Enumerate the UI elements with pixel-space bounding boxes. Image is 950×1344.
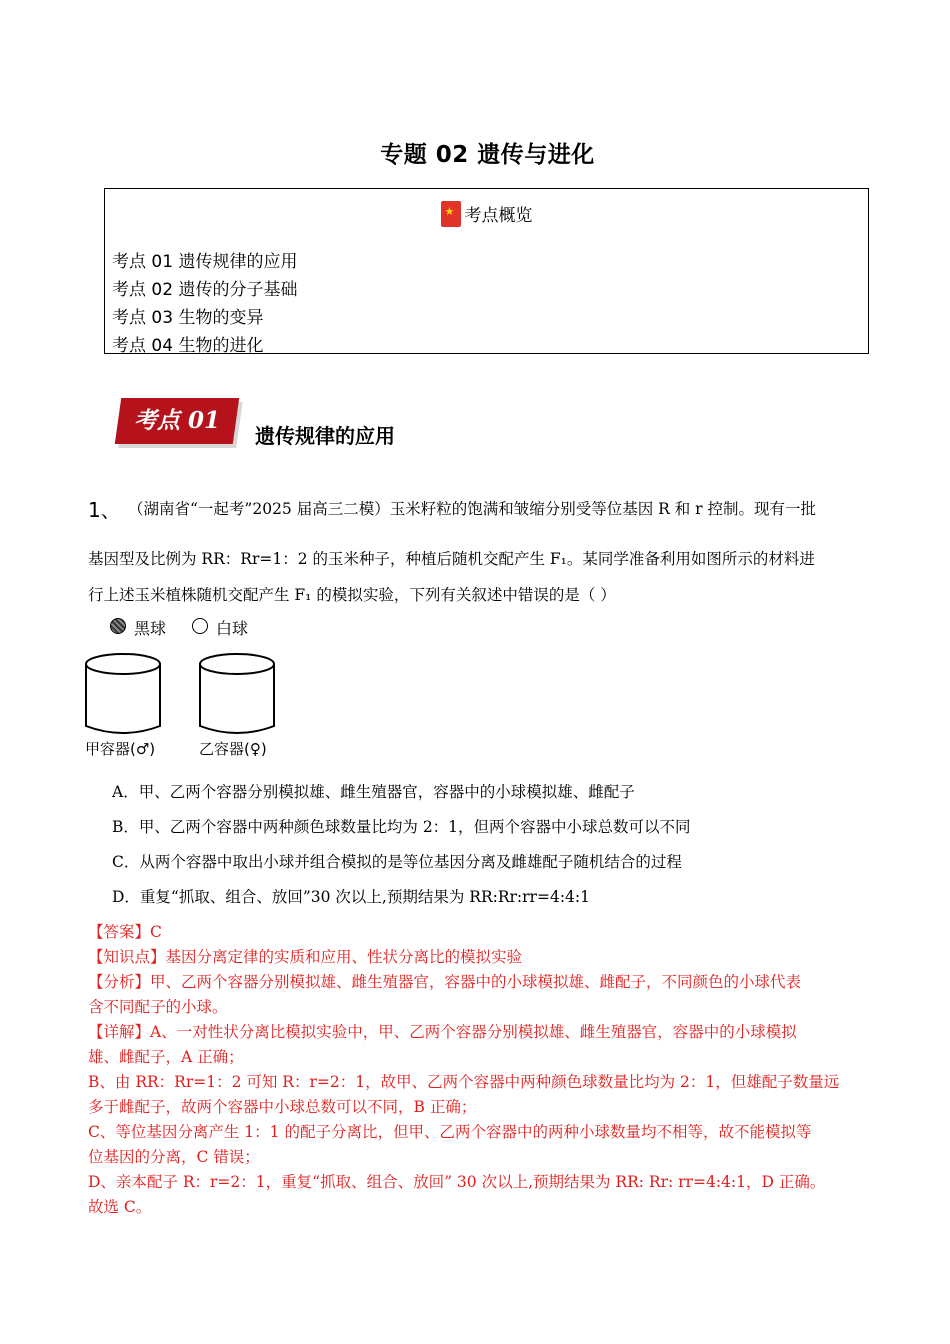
overview-item: 考点 02 遗传的分子基础 xyxy=(112,280,298,300)
question-number: 1、 xyxy=(88,498,121,522)
analysis-line: 【分析】甲、乙两个容器分别模拟雄、雌生殖器官，容器中的小球模拟雄、雌配子，不同颜色的小球代表 xyxy=(88,973,802,991)
page-title: 专题 02 遗传与进化 xyxy=(380,142,595,168)
explanation-line: 位基因的分离，C 错误； xyxy=(88,1148,260,1166)
overview-heading-label: 考点概览 xyxy=(464,206,533,226)
section-title: 遗传规律的应用 xyxy=(255,424,395,448)
explanation-line: C、等位基因分离产生 1：1 的配子分离比，但甲、乙两个容器中的两种小球数量均不相等，故不能模拟等 xyxy=(88,1123,812,1141)
conclusion-line: 故选 C。 xyxy=(88,1198,152,1216)
answer-line: 【答案】C xyxy=(88,923,162,941)
figure-legend xyxy=(108,616,308,636)
container-a-label: 甲容器(♂) xyxy=(85,740,156,758)
container-a-icon xyxy=(86,654,160,733)
container-b-label: 乙容器(♀) xyxy=(199,740,267,758)
option-d: D．重复“抓取、组合、放回”30 次以上,预期结果为 RR:Rr:rr=4:4:1 xyxy=(112,888,590,906)
knowledge-line: 【知识点】基因分离定律的实质和应用、性状分离比的模拟实验 xyxy=(88,948,523,966)
explanation-line: D、亲本配子 R：r=2：1，重复“抓取、组合、放回” 30 次以上,预期结果为 RR: Rr: rr=4:4:1，D 正确。 xyxy=(88,1173,826,1191)
overview-item: 考点 03 生物的变异 xyxy=(112,308,264,328)
option-b: B．甲、乙两个容器中两种颜色球数量比均为 2：1，但两个容器中小球总数可以不同 xyxy=(112,818,691,836)
container-b-icon xyxy=(200,654,274,733)
overview-box xyxy=(104,188,869,354)
question-text-line: 行上述玉米植株随机交配产生 F₁ 的模拟实验，下列有关叙述中错误的是（ ） xyxy=(88,586,616,604)
legend-black-label: 黑球 xyxy=(134,619,167,638)
black-ball-icon xyxy=(110,618,126,634)
question-text-line: （湖南省“一起考”2025 届高三二模）玉米籽粒的饱满和皱缩分别受等位基因 R 和 r 控制。现有一批 xyxy=(128,500,817,518)
overview-item: 考点 01 遗传规律的应用 xyxy=(112,252,298,272)
legend-white-label: 白球 xyxy=(216,619,249,638)
explanation-line: 【详解】A、一对性状分离比模拟实验中，甲、乙两个容器分别模拟雄、雌生殖器官，容器中的小球模拟 xyxy=(88,1023,797,1041)
white-ball-icon xyxy=(192,618,208,634)
book-icon xyxy=(441,201,461,227)
containers-figure xyxy=(80,648,290,740)
section-badge: 考点 01 xyxy=(133,407,220,434)
explanation-line: 多于雌配子，故两个容器中小球总数可以不同，B 正确； xyxy=(88,1098,477,1116)
question-text-line: 基因型及比例为 RR：Rr=1：2 的玉米种子，种植后随机交配产生 F₁。某同学准备利用如图所示的材料进 xyxy=(88,550,815,568)
analysis-line: 含不同配子的小球。 xyxy=(88,998,228,1016)
overview-heading xyxy=(105,201,868,227)
overview-item: 考点 04 生物的进化 xyxy=(112,336,264,356)
option-c: C．从两个容器中取出小球并组合模拟的是等位基因分离及雌雄配子随机结合的过程 xyxy=(112,853,682,871)
explanation-line: B、由 RR：Rr=1：2 可知 R：r=2：1，故甲、乙两个容器中两种颜色球数量比均为 2：1，但雄配子数量远 xyxy=(88,1073,840,1091)
option-a: A．甲、乙两个容器分别模拟雄、雌生殖器官，容器中的小球模拟雄、雌配子 xyxy=(112,783,635,801)
explanation-line: 雄、雌配子，A 正确； xyxy=(88,1048,244,1066)
